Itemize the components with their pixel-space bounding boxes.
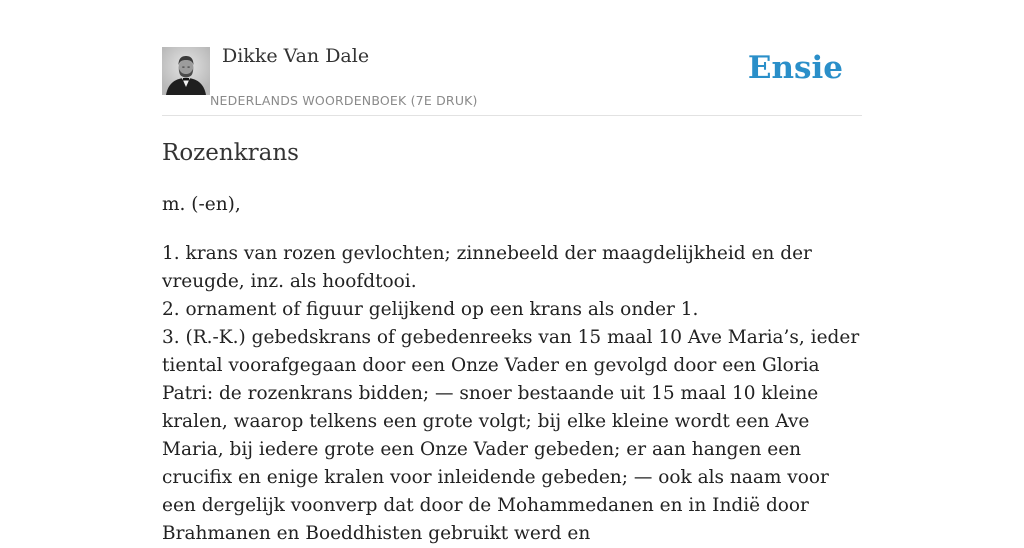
definition-1: 1. krans van rozen gevlochten; zinnebeeld der maagdelijkheid en der vreugde, inz. als hoofdtooi. bbox=[162, 243, 812, 292]
entry-title: Rozenkrans bbox=[162, 140, 299, 166]
definition-3: 3. (R.-K.) gebedskrans of gebedenreeks van 15 maal 10 Ave Maria’s, ieder tiental voorafgegaan door een Onze Vader en gevolgd door een Gloria Patri: de rozenkrans bidden; — snoer bestaande uit 15 maal 10 kleine kralen, waarop telkens een grote volgt; bij elke kleine wordt een Ave Maria, bij iedere grote een Onze Vader gebeden; er aan hangen een crucifix en enige kralen voor inleidende gebeden; — ook als naam voor een dergelijk voonverp dat door de Mohammedanen en in Indië door Brahmanen en Boeddhisten gebruikt werd en bbox=[162, 327, 860, 544]
entry-card bbox=[162, 0, 862, 544]
author-avatar[interactable] bbox=[162, 47, 210, 95]
dictionary-name[interactable]: Dikke Van Dale bbox=[222, 45, 370, 67]
definitions-list bbox=[162, 240, 862, 548]
entry-grammar: m. (-en), bbox=[162, 194, 241, 215]
dictionary-header bbox=[162, 0, 862, 116]
dictionary-subtitle[interactable]: NEDERLANDS WOORDENBOEK (7E DRUK) bbox=[210, 93, 478, 108]
definition-2: 2. ornament of figuur gelijkend op een krans als onder 1. bbox=[162, 299, 699, 320]
brand-logo[interactable]: Ensie bbox=[747, 50, 843, 86]
portrait-icon bbox=[162, 47, 210, 95]
